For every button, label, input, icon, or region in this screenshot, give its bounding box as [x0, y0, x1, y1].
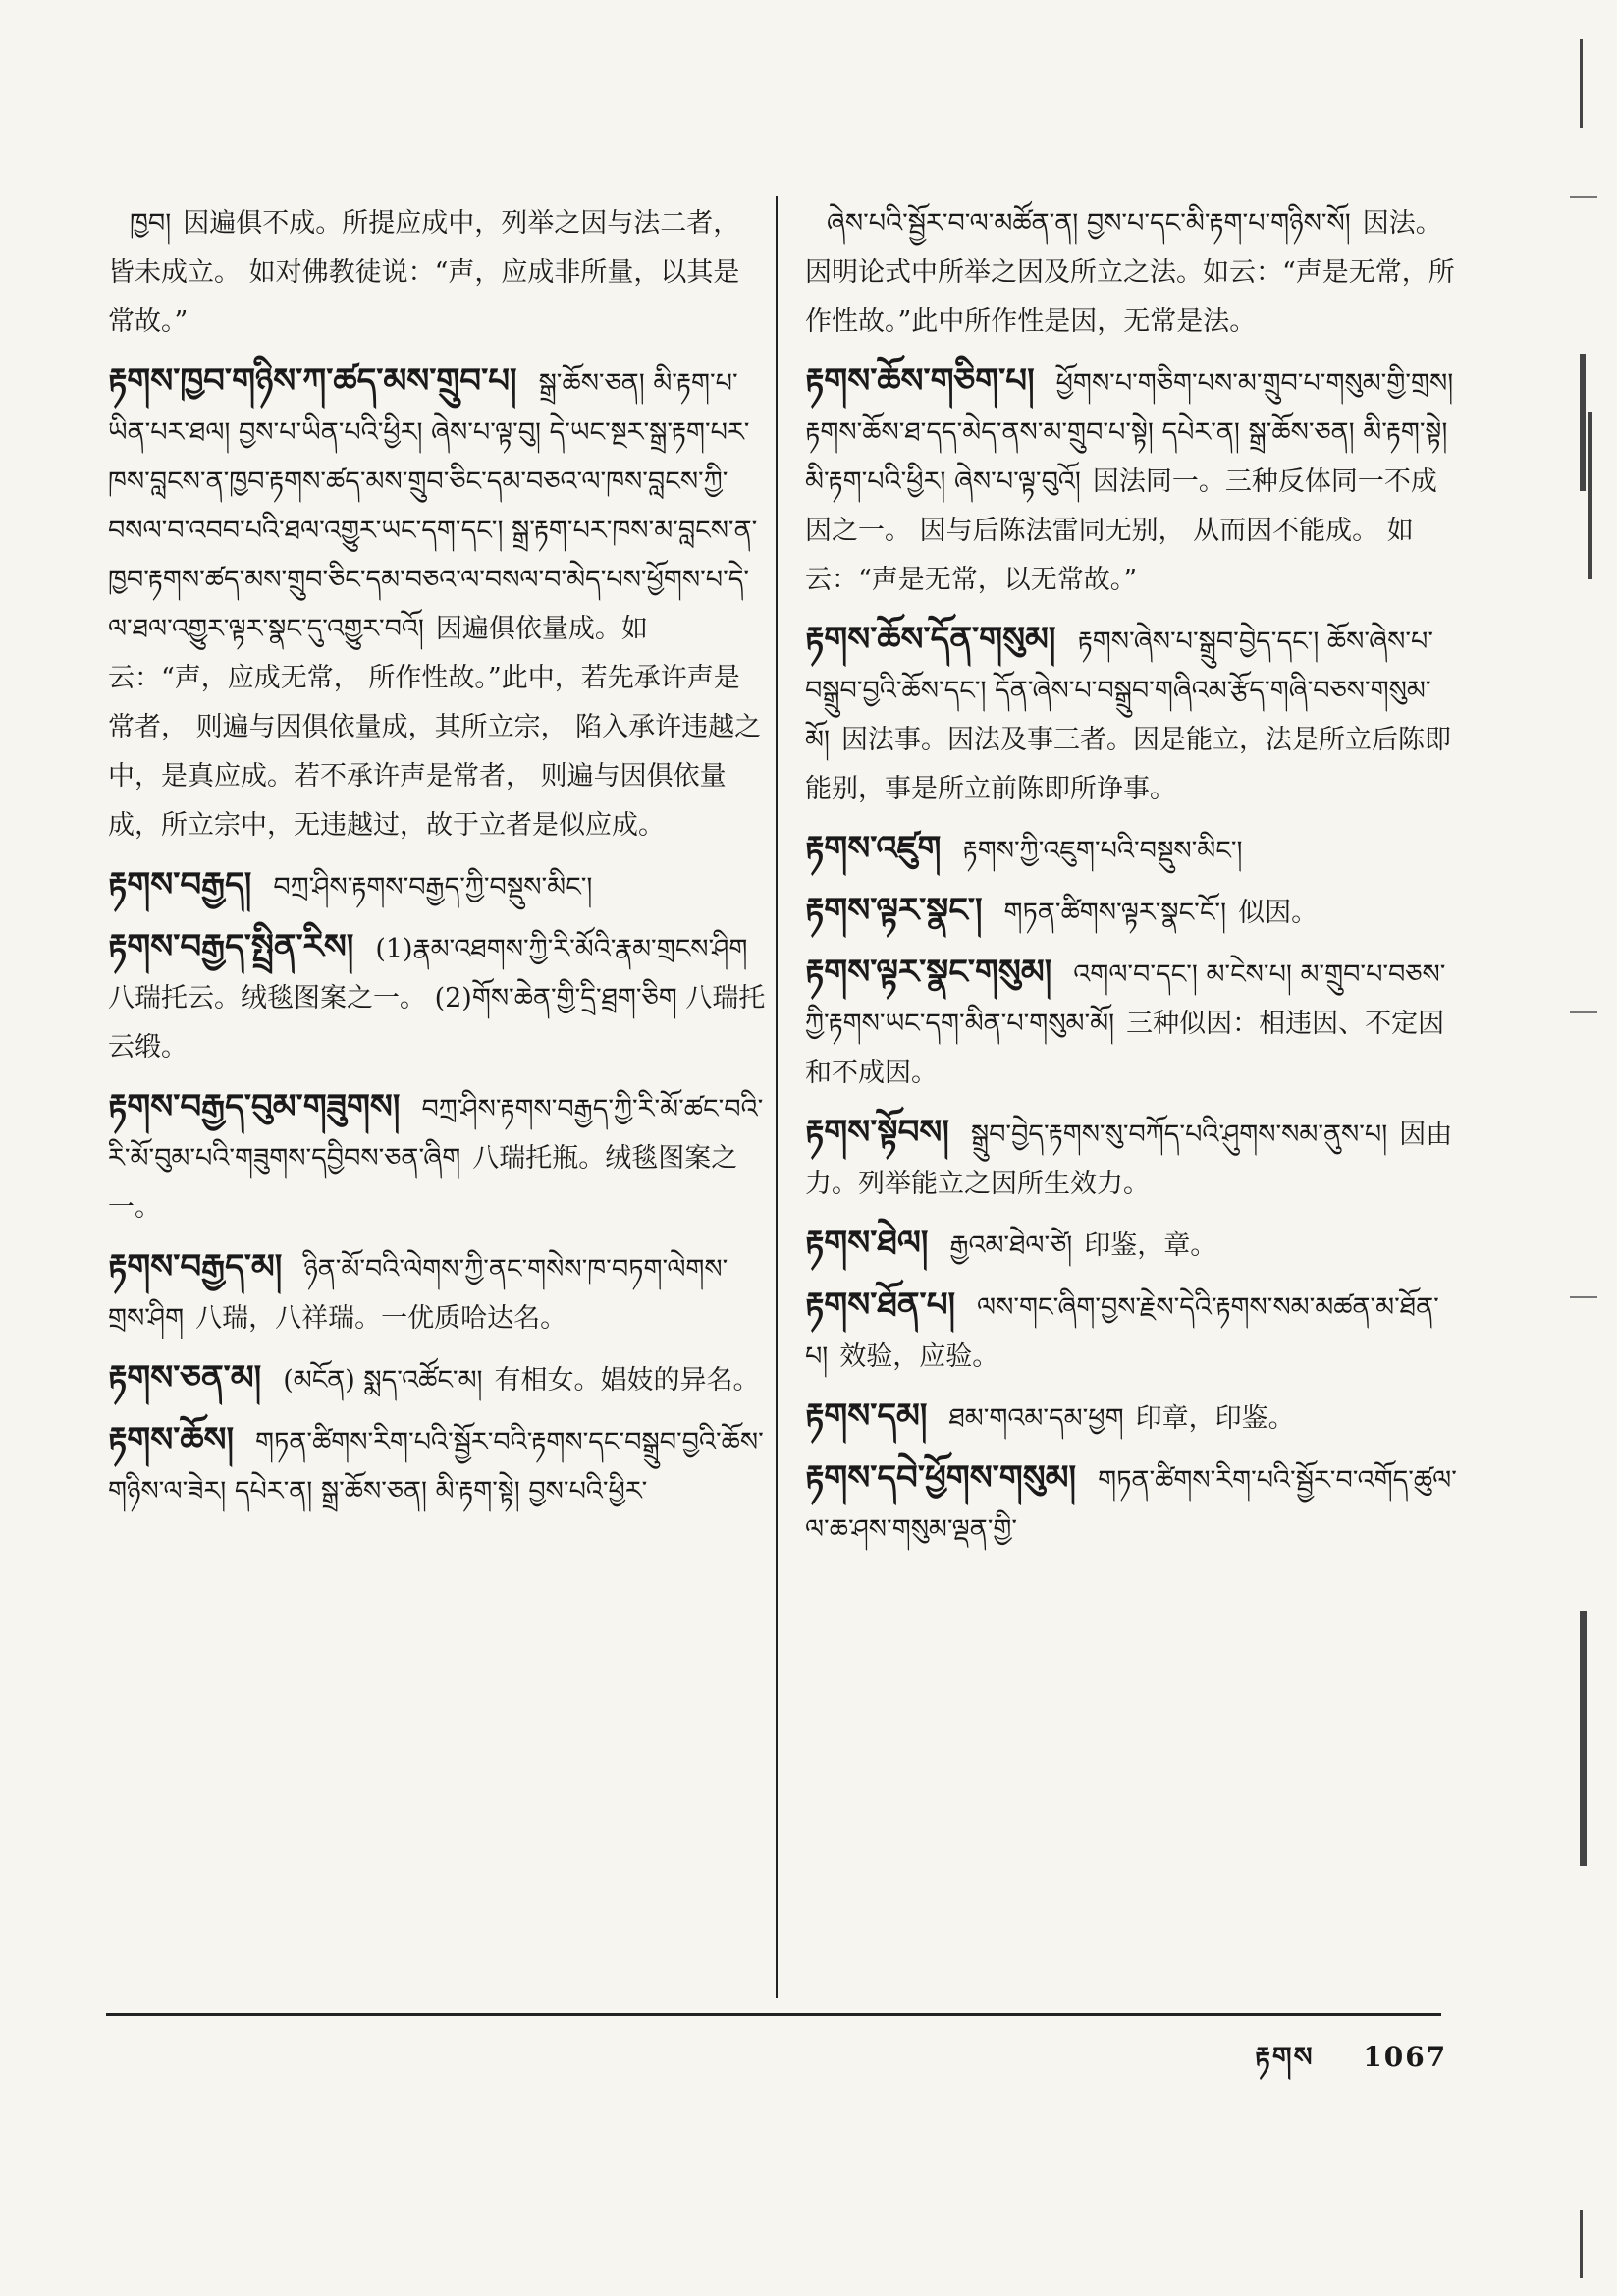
right-column: [805, 196, 1463, 1564]
entry-chinese-definition: 八瑞，八祥瑞。一优质哈达名。: [195, 1303, 567, 1334]
entry-chinese-definition: 似因。: [1238, 898, 1319, 928]
entry-headword: རྟགས་ཆོས།: [108, 1420, 235, 1459]
entry-tibetan-definition: གཏན་ཚིགས་ལྟར་སྣང་ངོ་།: [1003, 898, 1227, 928]
dictionary-entry: [805, 1453, 1463, 1555]
entry-tibetan-definition: རྟགས་ཞེས་པ་སྒྲུབ་བྱེད་དང་། ཆོས་ཞེས་པ་བསྒྲུབ་བྱའི་ཆོས་དང་། དོན་ཞེས་པ་བསྒྲུབ་གཞིའམ་རྩོད་གཞི་བཅས་གསུམ་མོ།: [805, 627, 1434, 755]
dictionary-entry: [805, 615, 1463, 814]
entry-tibetan-definition: རྟགས་ཀྱི་འཇུག་པའི་བསྡུས་མིང་།: [962, 836, 1243, 866]
entry-chinese-definition: 因法。因明论式中所举之因及所立之法。如云：“声是无常，所作性故。”此中所作性是因，无常是法。: [805, 208, 1455, 337]
dictionary-entry: [805, 886, 1463, 938]
entry-tibetan-definition: ཕྱོགས་པ་གཅིག་པས་མ་གྲུབ་པ་གསུམ་གྱི་གྲས། རྟགས་ཆོས་ཐ་དད་མེད་ནས་མ་གྲུབ་པ་སྟེ། དཔེར་ན། སྒྲ་ཆོས་ཅན། མི་རྟག་སྟེ། མི་རྟག་པའི་ཕྱིར། ཞེས་པ་ལྟ་བུའོ།: [805, 368, 1454, 497]
scan-mark: [1580, 2210, 1583, 2278]
page-footer: [1217, 2026, 1447, 2104]
entry-headword: རྟགས་ཆོས་དོན་གསུམ།: [805, 620, 1056, 659]
entry-tibetan-definition: འགལ་བ་དང་། མ་ངེས་པ། མ་གྲུབ་པ་བཅས་ཀྱི་རྟགས་ཡང་དག་མིན་པ་གསུམ་མོ།: [805, 959, 1446, 1039]
column-divider: [776, 196, 778, 1998]
scan-mark: [1580, 1611, 1587, 1866]
dictionary-entry: [805, 1392, 1463, 1444]
dictionary-entry: [108, 860, 766, 912]
entry-headword: རྟགས་སྟོབས།: [805, 1113, 949, 1152]
dictionary-entry: [805, 824, 1463, 876]
entry-headword: རྟགས་ལྟར་སྣང་གསུམ།: [805, 953, 1052, 992]
dictionary-entry: [805, 356, 1463, 605]
entry-tibetan-definition: ལས་གང་ཞིག་བྱས་རྗེས་དེའི་རྟགས་སམ་མཚན་མ་ཐོན་པ།: [805, 1292, 1439, 1372]
entry-tibetan-definition: གཏན་ཚིགས་རིག་པའི་སྦྱོར་བའི་རྟགས་དང་བསྒྲུབ་བྱའི་ཆོས་གཉིས་ལ་ཟེར། དཔེར་ན། སྒྲ་ཆོས་ཅན། མི་རྟག་སྟེ། བྱས་པའི་ཕྱིར་: [108, 1427, 764, 1506]
entry-headword: རྟགས་ཐོན་པ།: [805, 1285, 956, 1325]
scan-mark: [1580, 39, 1583, 128]
entry-chinese-definition: 因由力。列举能立之因所生效力。: [805, 1120, 1453, 1199]
entry-tibetan-definition: (མངོན) སྨད་འཚོང་མ།: [283, 1365, 483, 1395]
footer-rule: [106, 2013, 1441, 2016]
entry-chinese-definition: 因遍俱不成。所提应成中，列举之因与法二者，皆未成立。 如对佛教徒说：“声，应成非所量，以其是常故。”: [108, 208, 740, 337]
entry-headword: རྟགས་ཁྱབ་གཉིས་ཀ་ཚད་མས་གྲུབ་པ།: [108, 361, 517, 401]
dictionary-entry: [805, 1281, 1463, 1382]
dictionary-entry: [108, 356, 766, 850]
entry-tibetan-definition: སྒྲ་ཆོས་ཅན། མི་རྟག་པ་ཡིན་པར་ཐལ། བྱས་པ་ཡིན་པའི་ཕྱིར། ཞེས་པ་ལྟ་བུ། དེ་ཡང་སྔར་སྒྲ་རྟག་པར་ཁས་བླངས་ན་ཁྱབ་རྟགས་ཚད་མས་གྲུབ་ཅིང་དམ་བཅའ་ལ་ཁས་བླངས་ཀྱི་བསལ་བ་འབབ་པའི་ཐལ་འགྱུར་ཡང་དག་དང་། སྒྲ་རྟག་པར་ཁས་མ་བླངས་ན་ཁྱབ་རྟགས་ཚད་མས་གྲུབ་ཅིང་དམ་བཅའ་ལ་བསལ་བ་མེད་པས་ཕྱོགས་པ་དེ་ལ་ཐལ་འགྱུར་ལྟར་སྣང་དུ་འགྱུར་བའོ།: [108, 368, 758, 644]
entry-tibetan-definition: བཀྲ་ཤིས་རྟགས་བརྒྱད་ཀྱི་བསྡུས་མིང་།: [273, 872, 593, 902]
entry-chinese-definition: 八瑞托云。绒毯图案之一。 (2)གོས་ཆེན་གྱི་དྲི་ཐྲག་ཅིག 八瑞托云缎。: [108, 983, 766, 1063]
entry-headword: རྟགས་འཛུག: [805, 829, 942, 868]
entry-tibetan-definition: སྒྲུབ་བྱེད་རྟགས་སུ་བཀོད་པའི་ཤུགས་སམ་ནུས་པ།: [970, 1120, 1388, 1150]
entry-headword: རྟགས་དབེ་ཕྱོགས་གསུམ།: [805, 1458, 1077, 1498]
dictionary-entry: [108, 1242, 766, 1343]
entry-headword: རྟགས་ཐེལ།: [805, 1224, 929, 1263]
scan-mark: [1580, 354, 1586, 491]
margin-scan-marks: [1570, 0, 1599, 2296]
dictionary-entry: [805, 196, 1463, 347]
entry-headword: རྟགས་བརྒྱད་མ།: [108, 1247, 283, 1286]
entry-chinese-definition: 因法同一。三种反体同一不成因之一。 因与后陈法雷同无别， 从而因不能成。 如云：“声是无常，以无常故。”: [805, 466, 1437, 595]
entry-chinese-definition: 印章，印鉴。: [1135, 1403, 1295, 1434]
entry-chinese-definition: 印鉴，章。: [1084, 1230, 1217, 1261]
running-head: རྟགས: [1255, 2041, 1315, 2073]
dictionary-entry: [108, 922, 766, 1072]
entry-chinese-definition: 因遍俱依量成。如云：“声，应成无常， 所作性故。”此中，若先承许声是常者， 则遍与因俱依量成，其所立宗， 陷入承许违越之中，是真应成。若不承许声是常者， 则遍与因俱依量成，所立宗中，无违越过，故于立者是似应成。: [108, 614, 762, 841]
dictionary-entry: [805, 1108, 1463, 1209]
entry-tibetan-definition: (1)རྣམ་འཐགས་ཀྱི་རི་མོའི་རྣམ་གྲངས་ཤིག: [375, 934, 748, 964]
entry-headword: རྟགས་དམ།: [805, 1396, 928, 1436]
entry-chinese-definition: 效验，应验。: [839, 1341, 999, 1372]
entry-tibetan-definition: གཏན་ཚིགས་རིག་པའི་སྦྱོར་བ་འགོད་ཚུལ་ལ་ཆ་ཤས་གསུམ་ལྡན་གྱི་: [805, 1465, 1457, 1545]
dictionary-entry: [805, 1219, 1463, 1271]
entry-headword: རྟགས་ཅན་མ།: [108, 1358, 262, 1397]
dictionary-entry: [805, 948, 1463, 1098]
scan-mark: [1588, 412, 1592, 579]
entry-headword: རྟགས་བརྒྱད།: [108, 865, 252, 904]
left-column: [108, 196, 766, 1526]
entry-chinese-definition: 三种似因：相违因、不定因和不成因。: [805, 1009, 1445, 1088]
entry-headword: རྟགས་བརྒྱད་བུམ་གཟུགས།: [108, 1087, 401, 1126]
scan-tick: [1570, 196, 1597, 198]
dictionary-entry: [108, 1082, 766, 1232]
entry-tibetan-definition: རྒྱའམ་ཐེལ་ཙེ།: [949, 1230, 1073, 1261]
entry-tibetan-definition: བཀྲ་ཤིས་རྟགས་བརྒྱད་ཀྱི་རི་མོ་ཚང་བའི་རི་མོ་བུམ་པའི་གཟུགས་དབྱིབས་ཅན་ཞིག: [108, 1094, 764, 1174]
entry-chinese-definition: 因法事。因法及事三者。因是能立，法是所立后陈即能别，事是所立前陈即所诤事。: [805, 725, 1451, 804]
scan-tick: [1570, 1296, 1597, 1298]
dictionary-entry: [108, 1415, 766, 1516]
entry-tibetan-definition: ཁྱབ།: [130, 208, 172, 239]
entry-chinese-definition: 八瑞托瓶。绒毯图案之一。: [108, 1143, 738, 1223]
dictionary-entry: [108, 1353, 766, 1405]
entry-tibetan-definition: ཞེས་པའི་སྦྱོར་བ་ལ་མཚོན་ན། བྱས་པ་དང་མི་རྟག་པ་གཉིས་སོ།: [827, 208, 1351, 239]
entry-headword: རྟགས་བརྒྱད་སྤྲིན་རིས།: [108, 927, 354, 966]
page-number: 1067: [1363, 2041, 1448, 2073]
scan-tick: [1570, 1011, 1597, 1013]
dictionary-entry: [108, 196, 766, 347]
entry-headword: རྟགས་ལྟར་སྣང་།: [805, 891, 983, 930]
entry-tibetan-definition: ཉིན་མོ་བའི་ལེགས་ཀྱི་ནང་གསེས་ཁ་བཏག་ལེགས་གྲས་ཤིག: [108, 1254, 728, 1334]
entry-tibetan-definition: ཐམ་གའམ་དམ་ཕྱག: [948, 1403, 1124, 1434]
entry-chinese-definition: 有相女。娼妓的异名。: [494, 1365, 760, 1395]
entry-headword: རྟགས་ཆོས་གཅིག་པ།: [805, 361, 1035, 401]
